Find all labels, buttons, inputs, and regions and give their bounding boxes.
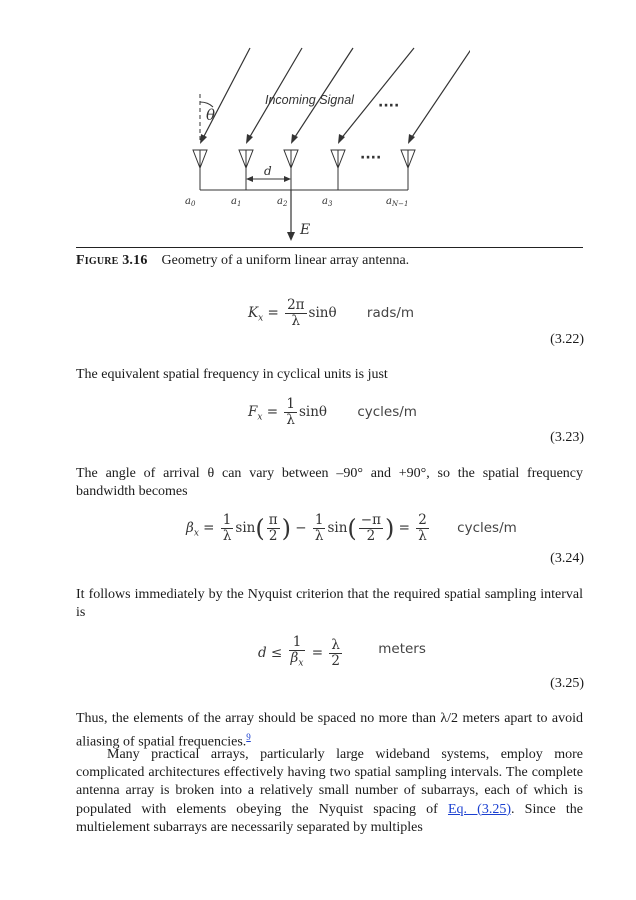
theta-label: θ	[206, 106, 216, 124]
equation-3-25: d ≤ $\frac{1}{\beta_x}$ = $\frac{\lambda}{2}$ meters	[258, 634, 426, 669]
paragraph-subarrays: Many practical arrays, particularly large wideband systems, employ more complicated architectures effectively having two spatial sampling intervals. The complete antenna array is broken into a relatively small number of subarrays, each of which is populated with elements obeying the Nyquist spacing of Eq. (3.25). Since the multielement subarrays are necessarily separated by multiples	[76, 747, 584, 835]
equation-3-23: $F_x$ = $\frac{1}{\lambda}$ sinθ cycles/m	[248, 396, 417, 428]
caption-text: Geometry of a uniform linear array antenna.	[161, 253, 410, 268]
label-a3: $a_3$	[322, 196, 333, 208]
paragraph-nyquist: It follows immediately by the Nyquist criterion that the required spatial sampling interval is	[76, 587, 583, 621]
array-geometry-figure	[150, 40, 470, 250]
ellipsis-mid: ····	[360, 150, 382, 166]
label-a2: $a_2$	[277, 196, 288, 208]
ray-5	[410, 48, 470, 140]
ray-1	[202, 48, 250, 140]
label-a1: $a_1$	[231, 196, 242, 208]
antenna-elements	[193, 150, 415, 190]
spacing-arrow-right	[284, 176, 291, 182]
spacing-d-label: d	[264, 164, 272, 178]
equation-number-3-25: (3.25)	[550, 676, 584, 691]
caption-rule	[76, 247, 583, 248]
paragraph-spacing-conclusion: Thus, the elements of the array should be spaced no more than λ/2 meters apart to avoid aliasing of spatial frequencies.$^9$	[76, 711, 583, 750]
output-e-label: E	[300, 222, 311, 238]
output-arrow	[287, 232, 295, 241]
equation-3-22: $K_x$ = $\frac{2\pi}{\lambda}$ sinθ rads/m	[248, 297, 415, 329]
equation-number-3-22: (3.22)	[550, 332, 584, 347]
caption-number: Figure 3.16	[76, 253, 148, 268]
ray-arrowheads	[200, 134, 415, 144]
element-labels	[185, 196, 408, 208]
ellipsis-top: ····	[378, 98, 400, 114]
label-a0: $a_0$	[185, 196, 196, 208]
equation-number-3-23: (3.23)	[550, 430, 584, 445]
incoming-signal-label: Incoming Signal	[265, 93, 354, 107]
eq-3-25-link[interactable]: Eq. (3.25)	[447, 801, 512, 817]
paragraph-spatial-frequency: The equivalent spatial frequency in cyclical units is just	[76, 367, 388, 382]
paragraph-angle-of-arrival: The angle of arrival θ can vary between –90° and +90°, so the spatial frequency bandwidth becomes	[76, 466, 583, 500]
figure-caption	[76, 252, 409, 270]
equation-number-3-24: (3.24)	[550, 551, 584, 566]
label-aN-1: $a_{N-1}$	[386, 196, 409, 208]
equation-3-24: $\beta_x$ = $\frac{1}{\lambda}$ sin( $\frac{\pi}{2}$ ) − $\frac{1}{\lambda}$ sin( $\frac{-\pi}{2}$ ) = $\frac{2}{\lambda}$ cycles/m	[186, 512, 517, 544]
footnote-9-link[interactable]: 9	[246, 732, 251, 743]
spacing-arrow-left	[246, 176, 253, 182]
